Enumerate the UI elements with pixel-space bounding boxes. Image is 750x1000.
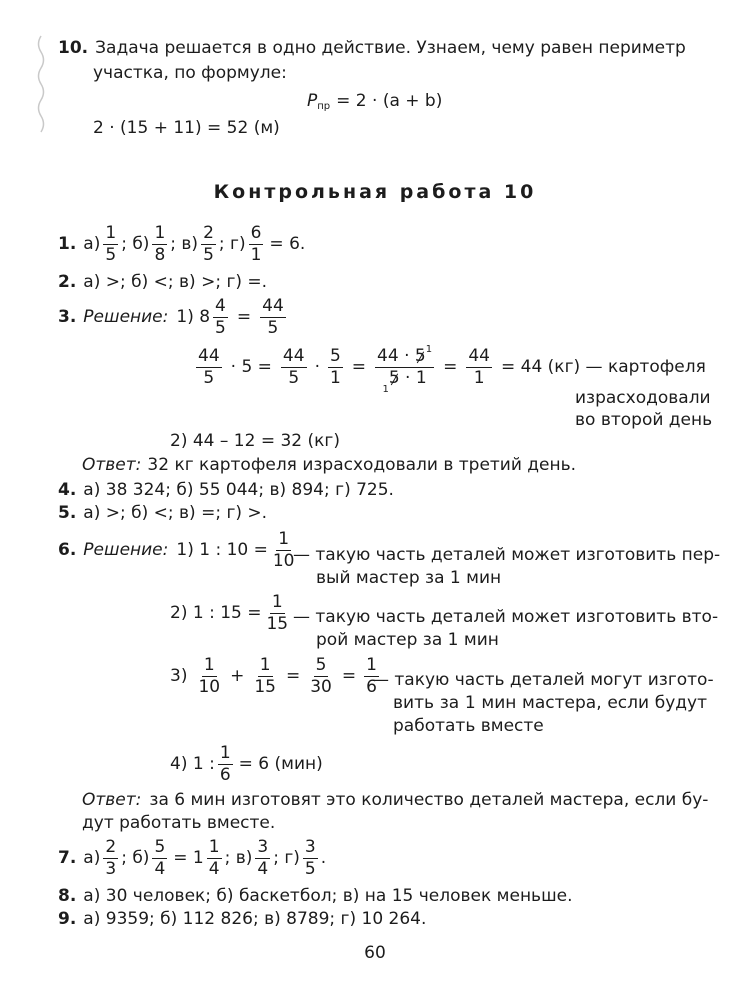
- q6-step2: [170, 593, 293, 634]
- q6-equals-1: =: [285, 666, 301, 687]
- q6-s1-text2: вый мастер за 1 мин: [316, 568, 502, 588]
- q1-b-fraction: [152, 224, 167, 265]
- q3-number: 3.: [58, 307, 77, 328]
- q8-text: а) 30 человек; б) баскетбол; в) на 15 человек меньше.: [83, 886, 573, 906]
- q7-sep3: ; г): [273, 848, 300, 869]
- q8-number: 8.: [58, 886, 77, 906]
- numerator: 44: [260, 297, 286, 318]
- q5-row: [58, 502, 267, 524]
- numerator: 4: [213, 297, 228, 318]
- q4-row: [58, 479, 394, 501]
- numerator: 5: [328, 347, 343, 368]
- q3-f4-num-cancelled: 5: [414, 346, 426, 366]
- denominator: 15: [266, 614, 289, 635]
- q1-row: [58, 224, 305, 265]
- task10-line2: [93, 62, 287, 84]
- denominator: 3: [105, 859, 117, 880]
- denominator: [380, 368, 428, 396]
- q8-row: [58, 885, 573, 907]
- numerator: 44: [196, 347, 222, 368]
- q5-number: 5.: [58, 503, 77, 523]
- q6-step1: [58, 530, 300, 571]
- q7-b2-fraction: [207, 838, 222, 879]
- q6-s3-text-line3: [393, 715, 544, 737]
- numerator: 1: [276, 530, 291, 551]
- q3-result-text-2: израсходовали: [575, 388, 711, 408]
- denominator: 15: [254, 677, 276, 698]
- q6-s1-prefix: 1) 1 : 10 =: [176, 540, 268, 561]
- denominator: 1: [250, 245, 262, 266]
- numerator: 1: [218, 744, 233, 765]
- q6-answer-label: Ответ:: [82, 790, 142, 810]
- q7-sep1: ; б): [121, 848, 150, 869]
- q3-f4-num-a: 44 ·: [377, 346, 415, 366]
- q6-answer-text1: за 6 мин изготовят это количество деталей мастера, если бу-: [149, 790, 709, 810]
- q3-step1: [58, 297, 289, 338]
- q7-eq: = 1: [173, 848, 204, 869]
- formula-subscript: пр: [317, 100, 331, 112]
- q6-answer-text2: дут работать вместе.: [82, 813, 276, 833]
- q9-text: а) 9359; б) 112 826; в) 8789; г) 10 264.: [83, 909, 427, 929]
- q3-result-text: = 44 (кг) — картофеля: [500, 357, 706, 378]
- q6-answer-line1: [82, 789, 707, 811]
- denominator: 10: [272, 551, 295, 572]
- q1-number: 1.: [58, 234, 77, 255]
- task10-formula: [307, 90, 442, 112]
- numerator: 1: [270, 593, 285, 614]
- q1-c-fraction: [201, 224, 216, 265]
- q1-a-label: а): [83, 234, 101, 255]
- q3-answer-label: Ответ:: [82, 455, 142, 475]
- q3-dot: ·: [314, 357, 320, 378]
- denominator: 5: [288, 368, 300, 389]
- q3-equals-2: =: [351, 357, 367, 378]
- q3-f3: [328, 347, 343, 388]
- q1-sep2: ; в): [170, 234, 199, 255]
- task10-text-line1: Задача решается в одно действие. Узнаем, чему равен периметр: [95, 38, 686, 58]
- q7-row: [58, 838, 326, 879]
- q3-multiplication-row: [193, 344, 706, 396]
- numerator: 44: [466, 347, 492, 368]
- q3-f4-den-sub: 1: [382, 384, 389, 396]
- q3-solution-label: Решение:: [83, 307, 169, 328]
- numerator: 3: [255, 838, 270, 859]
- q6-step4: [170, 744, 323, 785]
- q3-f1: [196, 347, 222, 388]
- q6-number: 6.: [58, 540, 77, 561]
- q7-d-fraction: [303, 838, 318, 879]
- denominator: 4: [208, 859, 220, 880]
- denominator: 8: [154, 245, 166, 266]
- q7-c-fraction: [255, 838, 270, 879]
- q3-step2: [170, 430, 340, 452]
- task10-number: 10.: [58, 38, 89, 58]
- q3-f4-num-sup: 1: [425, 344, 433, 355]
- q6-s1-text-line2: [316, 567, 501, 589]
- q6-s3-b: [252, 656, 278, 697]
- q3-equals-3: =: [443, 357, 458, 378]
- formula-p: P: [307, 91, 318, 111]
- q5-text: а) >; б) <; в) =; г) >.: [83, 503, 268, 523]
- q2-text: а) >; б) <; в) >; г) =.: [83, 272, 268, 292]
- q6-s3-text-line1: — такую часть деталей могут изгото-: [372, 670, 714, 690]
- q6-s3-c: [308, 656, 334, 697]
- q7-end: .: [320, 848, 327, 869]
- denominator: 1: [473, 368, 485, 389]
- denominator: 5: [304, 859, 316, 880]
- q4-text: а) 38 324; б) 55 044; в) 894; г) 725.: [83, 480, 394, 500]
- q3-answer: [82, 454, 576, 476]
- q7-a-fraction: [103, 838, 118, 879]
- denominator: 4: [154, 859, 166, 880]
- q3-times-five: · 5 =: [230, 357, 272, 378]
- q3-f4-den-b: · 1: [399, 368, 427, 389]
- q6-s2-text2: рой мастер за 1 мин: [316, 630, 499, 650]
- margin-wave-decoration: [34, 34, 48, 138]
- page-number: 60: [364, 943, 386, 963]
- numerator: 1: [207, 838, 222, 859]
- denominator: 5: [203, 368, 215, 389]
- q3-answer-text: 32 кг картофеля израсходовали в третий день.: [147, 455, 577, 475]
- q1-d-fraction: [249, 224, 264, 265]
- q1-a-fraction: [103, 224, 118, 265]
- q3-step1-prefix: 1) 8: [176, 307, 211, 328]
- denominator: 10: [198, 677, 221, 698]
- q6-s3-text-line2: вить за 1 мин мастера, если будут: [393, 693, 707, 713]
- q3-result-fraction: [260, 297, 286, 338]
- q1-sep1: ; б): [121, 234, 150, 255]
- numerator: 5: [152, 838, 167, 859]
- q6-s3-prefix: 3): [170, 666, 188, 687]
- q3-step1-fraction: [213, 297, 228, 338]
- q2-row: [58, 271, 267, 293]
- q6-s4-rest: = 6 (мин): [238, 754, 323, 775]
- q6-s2-fraction: [264, 593, 290, 634]
- denominator: 30: [310, 677, 332, 698]
- denominator: 5: [203, 245, 214, 266]
- q3-f5: [466, 347, 492, 388]
- q7-a-label: а): [83, 848, 101, 869]
- numerator: 44: [281, 347, 307, 368]
- q3-f4-cancel: [375, 344, 434, 396]
- denominator: 6: [366, 677, 377, 698]
- formula-rest: = 2 · (a + b): [336, 91, 443, 111]
- q6-solution-label: Решение:: [83, 540, 169, 561]
- q3-result-text-3: во второй день: [575, 410, 713, 430]
- q3-step2-text: 2) 44 – 12 = 32 (кг): [170, 431, 340, 451]
- q3-result-line2: [575, 387, 711, 409]
- numerator: 1: [258, 656, 273, 677]
- q6-plus: +: [230, 666, 245, 687]
- q6-s2-text-line1: — такую часть деталей может изготовить вто-: [293, 607, 719, 627]
- numerator: 3: [303, 838, 318, 859]
- q4-number: 4.: [58, 480, 77, 500]
- task10-line1: [58, 37, 686, 59]
- q2-number: 2.: [58, 272, 77, 292]
- numerator: 2: [103, 838, 118, 859]
- q7-number: 7.: [58, 848, 77, 869]
- q6-s3-a: [196, 656, 222, 697]
- q3-equals: =: [236, 307, 252, 328]
- denominator: 5: [267, 318, 279, 339]
- q6-s4-fraction: [218, 744, 233, 785]
- numerator: [375, 344, 434, 368]
- q6-s2-prefix: 2) 1 : 15 =: [170, 603, 262, 624]
- q6-s2-text-line2: [316, 629, 499, 651]
- numerator: 6: [249, 224, 264, 245]
- q6-s3-text3: работать вместе: [393, 716, 544, 736]
- q6-s4-prefix: 4) 1 :: [170, 754, 215, 775]
- q1-end: = 6.: [269, 234, 306, 255]
- q1-sep3: ; г): [218, 234, 246, 255]
- numerator: 1: [103, 224, 118, 245]
- numerator: 1: [364, 656, 379, 677]
- denominator: 1: [329, 368, 341, 389]
- denominator: 5: [215, 318, 226, 339]
- q3-f4-den-cancelled: 5: [388, 368, 400, 389]
- denominator: 4: [257, 859, 269, 880]
- numerator: 1: [152, 224, 167, 245]
- task10-text-line2: участка, по формуле:: [93, 63, 287, 83]
- page-heading: Контрольная работа 10: [213, 181, 537, 203]
- numerator: 2: [201, 224, 216, 245]
- q6-step3: [170, 656, 382, 697]
- q9-row: [58, 908, 426, 930]
- q7-sep2: ; в): [224, 848, 253, 869]
- task10-calc-text: 2 · (15 + 11) = 52 (м): [93, 118, 280, 138]
- q3-f2: [281, 347, 307, 388]
- q6-s1-text-line1: — такую часть деталей может изготовить пер-: [293, 545, 721, 565]
- task10-calculation: [93, 117, 280, 139]
- denominator: 6: [219, 765, 231, 786]
- numerator: 1: [202, 656, 217, 677]
- q3-result-line3: [575, 409, 712, 431]
- q7-b-fraction: [152, 838, 167, 879]
- q6-answer-line2: [82, 812, 275, 834]
- q9-number: 9.: [58, 909, 77, 929]
- denominator: 5: [105, 245, 117, 266]
- numerator: 5: [314, 656, 329, 677]
- q6-equals-2: =: [341, 666, 357, 687]
